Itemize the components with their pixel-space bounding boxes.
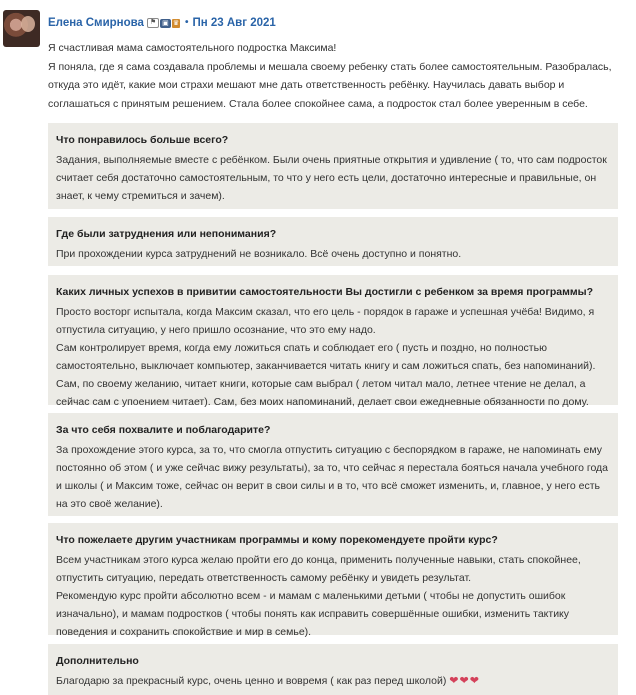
section-difficulties (48, 217, 618, 266)
section-question: Что пожелаете другим участникам программы и кому порекомендуете пройти курс? (56, 534, 498, 546)
section-answer: Благодарю за прекрасный курс, очень ценно и вовремя ( как раз перед школой) (56, 675, 447, 687)
post-intro (48, 39, 623, 113)
section-answer-continued: Рекомендую курс пройти абсолютно всем - и мамам с маленькими детьми ( чтобы не допустить ошибок изначально), и мамам подростков ( чтобы понять как исправить совершённые ошибки, изменить тактику поведения и сохранить спокойствие и мир в семье). (56, 590, 570, 638)
trophy-badge-icon: ♛ (172, 19, 180, 27)
section-recommendation (48, 523, 618, 638)
section-answer-line (56, 672, 610, 690)
flag-badge-icon: ⚑ (147, 18, 159, 28)
avatar[interactable] (3, 10, 40, 47)
intro-line: Я счастливая мама самостоятельного подростка Максима! (48, 42, 337, 54)
section-question: За что себя похвалите и поблагодарите? (56, 424, 271, 436)
section-additional (48, 644, 618, 695)
section-question: Дополнительно (56, 655, 139, 667)
section-answer: За прохождение этого курса, за то, что смогла отпустить ситуацию с беспорядком в гараже, не напоминать ему постоянно об этом ( и уже сейчас вижу результаты), за то, что сейчас я перестала бояться начала учебного года и школы ( и Максим тоже, сейчас он верит в свои силы и в то, что всё сможет изменить, и, главное, у него есть на это своё желание). (56, 444, 609, 510)
post-date[interactable]: Пн 23 Авг 2021 (192, 17, 276, 29)
section-answer: При прохождении курса затруднений не возникало. Всё очень доступно и понятно. (56, 248, 462, 260)
section-successes (48, 275, 618, 408)
photo-badge-icon: ▣ (160, 19, 171, 28)
author-badges (147, 18, 180, 28)
section-question: Что понравилось больше всего? (56, 134, 229, 146)
section-answer: Задания, выполняемые вместе с ребёнком. Были очень приятные открытия и удивление ( то, что сам подросток считает себя достаточно самостоятельным, то что у него есть цели, достаточно интересные и правильные, он знает, к чему стремиться и зачем). (56, 154, 607, 202)
intro-paragraph: Я поняла, где я сама создавала проблемы и мешала своему ребенку стать более самостоятельным. Разобралась, откуда это идёт, какие мои страхи мешают мне дать ответственность ребёнку. Научилась давать выбор и соглашаться с принятым решением. Стала более спокойнее сама, а подросток стал более уверенным в себе. (48, 60, 612, 110)
post-header (48, 16, 276, 30)
section-answer-continued: Сам контролирует время, когда ему ложиться спать и соблюдает его ( пусть и поздно, но полностью самостоятельно, выключает компьютер, заканчивается читать книгу и сам ложиться спать, без напоминаний). Сам, по своему желанию, читает книги, которые сам выбрал ( летом читал мало, летнее чтение не делал, а сейчас сам с упоением читает). Сам, без моих напоминаний, делает свои ежедневные обязанности по дому. (56, 342, 596, 408)
section-self-praise (48, 413, 618, 516)
author-name[interactable]: Елена Смирнова (48, 17, 144, 29)
heart-icon: ❤❤❤ (449, 675, 480, 687)
section-liked-most (48, 123, 618, 209)
header-separator: • (184, 17, 189, 28)
section-question: Каких личных успехов в привитии самостоятельности Вы достигли с ребенком за время программы? (56, 286, 593, 298)
section-answer: Всем участникам этого курса желаю пройти его до конца, применить полученные навыки, стать спокойнее, отпустить ситуацию, передать ответственность самому ребёнку и увидеть результат. (56, 554, 581, 584)
section-question: Где были затруднения или непонимания? (56, 228, 277, 240)
section-answer: Просто восторг испытала, когда Максим сказал, что его цель - порядок в гараже и успешная учёба! Видимо, я отпустила ситуацию, у него пришло осознание, что это ему надо. (56, 306, 595, 336)
